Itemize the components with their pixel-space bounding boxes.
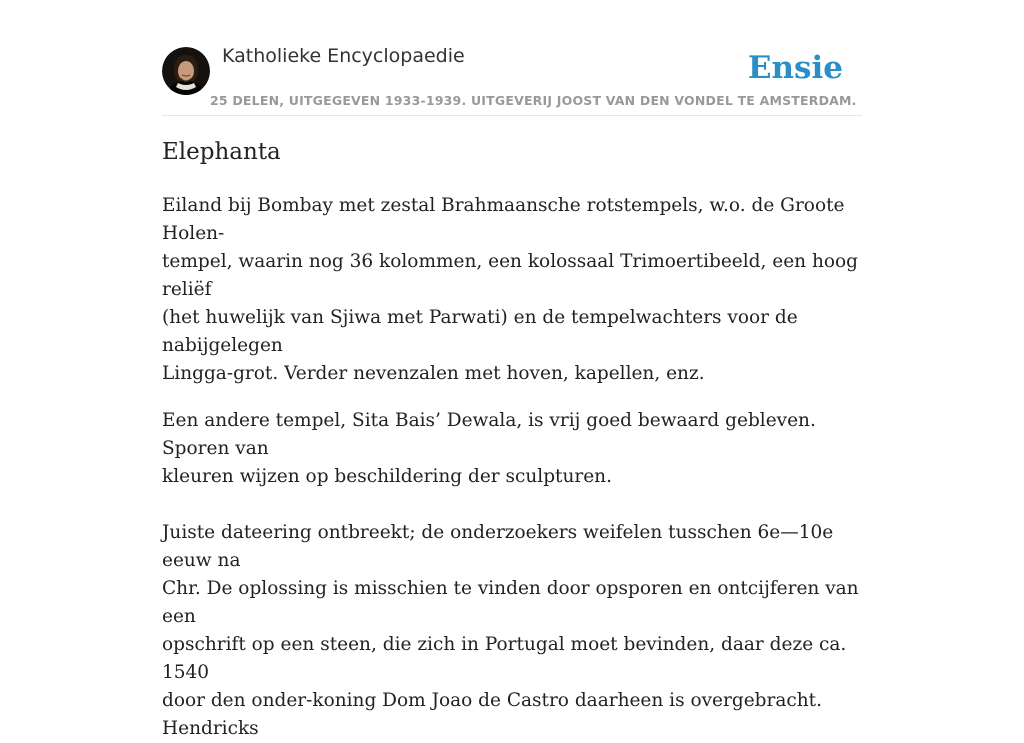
ensie-logo[interactable]: Ensie [747, 50, 843, 86]
entry-paragraph: Eiland bij Bombay met zestal Brahmaansche rotstempels, w.o. de Groote Holen- tempel, waarin nog 36 kolommen, een kolossaal Trimoertibeeld, een hoog reliëf (het huwelijk van Sjiwa met Parwati) en de tempelwachters voor de nabijgelegen Lingga-grot. Verder nevenzalen met hoven, kapellen, enz. [162, 195, 858, 384]
portrait-avatar-icon [162, 47, 210, 95]
entry-paragraph: Een andere tempel, Sita Bais’ Dewala, is vrij goed bewaard gebleven. Sporen van kleuren wijzen op beschildering der sculpturen. [162, 410, 816, 487]
entry-title: Elephanta [162, 139, 281, 165]
publication-subtitle: 25 DELEN, UITGEGEVEN 1933-1939. UITGEVERIJ JOOST VAN DEN VONDEL TE AMSTERDAM. [210, 93, 857, 108]
publication-avatar[interactable] [162, 47, 210, 95]
header-divider [162, 115, 862, 116]
entry-body [162, 192, 862, 743]
publication-title[interactable]: Katholieke Encyclopaedie [222, 45, 465, 67]
entry-paragraph: Juiste dateering ontbreekt; de onderzoekers weifelen tusschen 6e—10e eeuw na Chr. De oplossing is misschien te vinden door opsporen en ontcijferen van een opschrift op een steen, die zich in Portugal moet bevinden, daar deze ca. 1540 door den onder-koning Dom Joao de Castro daarheen is overgebracht. Hendricks [162, 522, 859, 739]
